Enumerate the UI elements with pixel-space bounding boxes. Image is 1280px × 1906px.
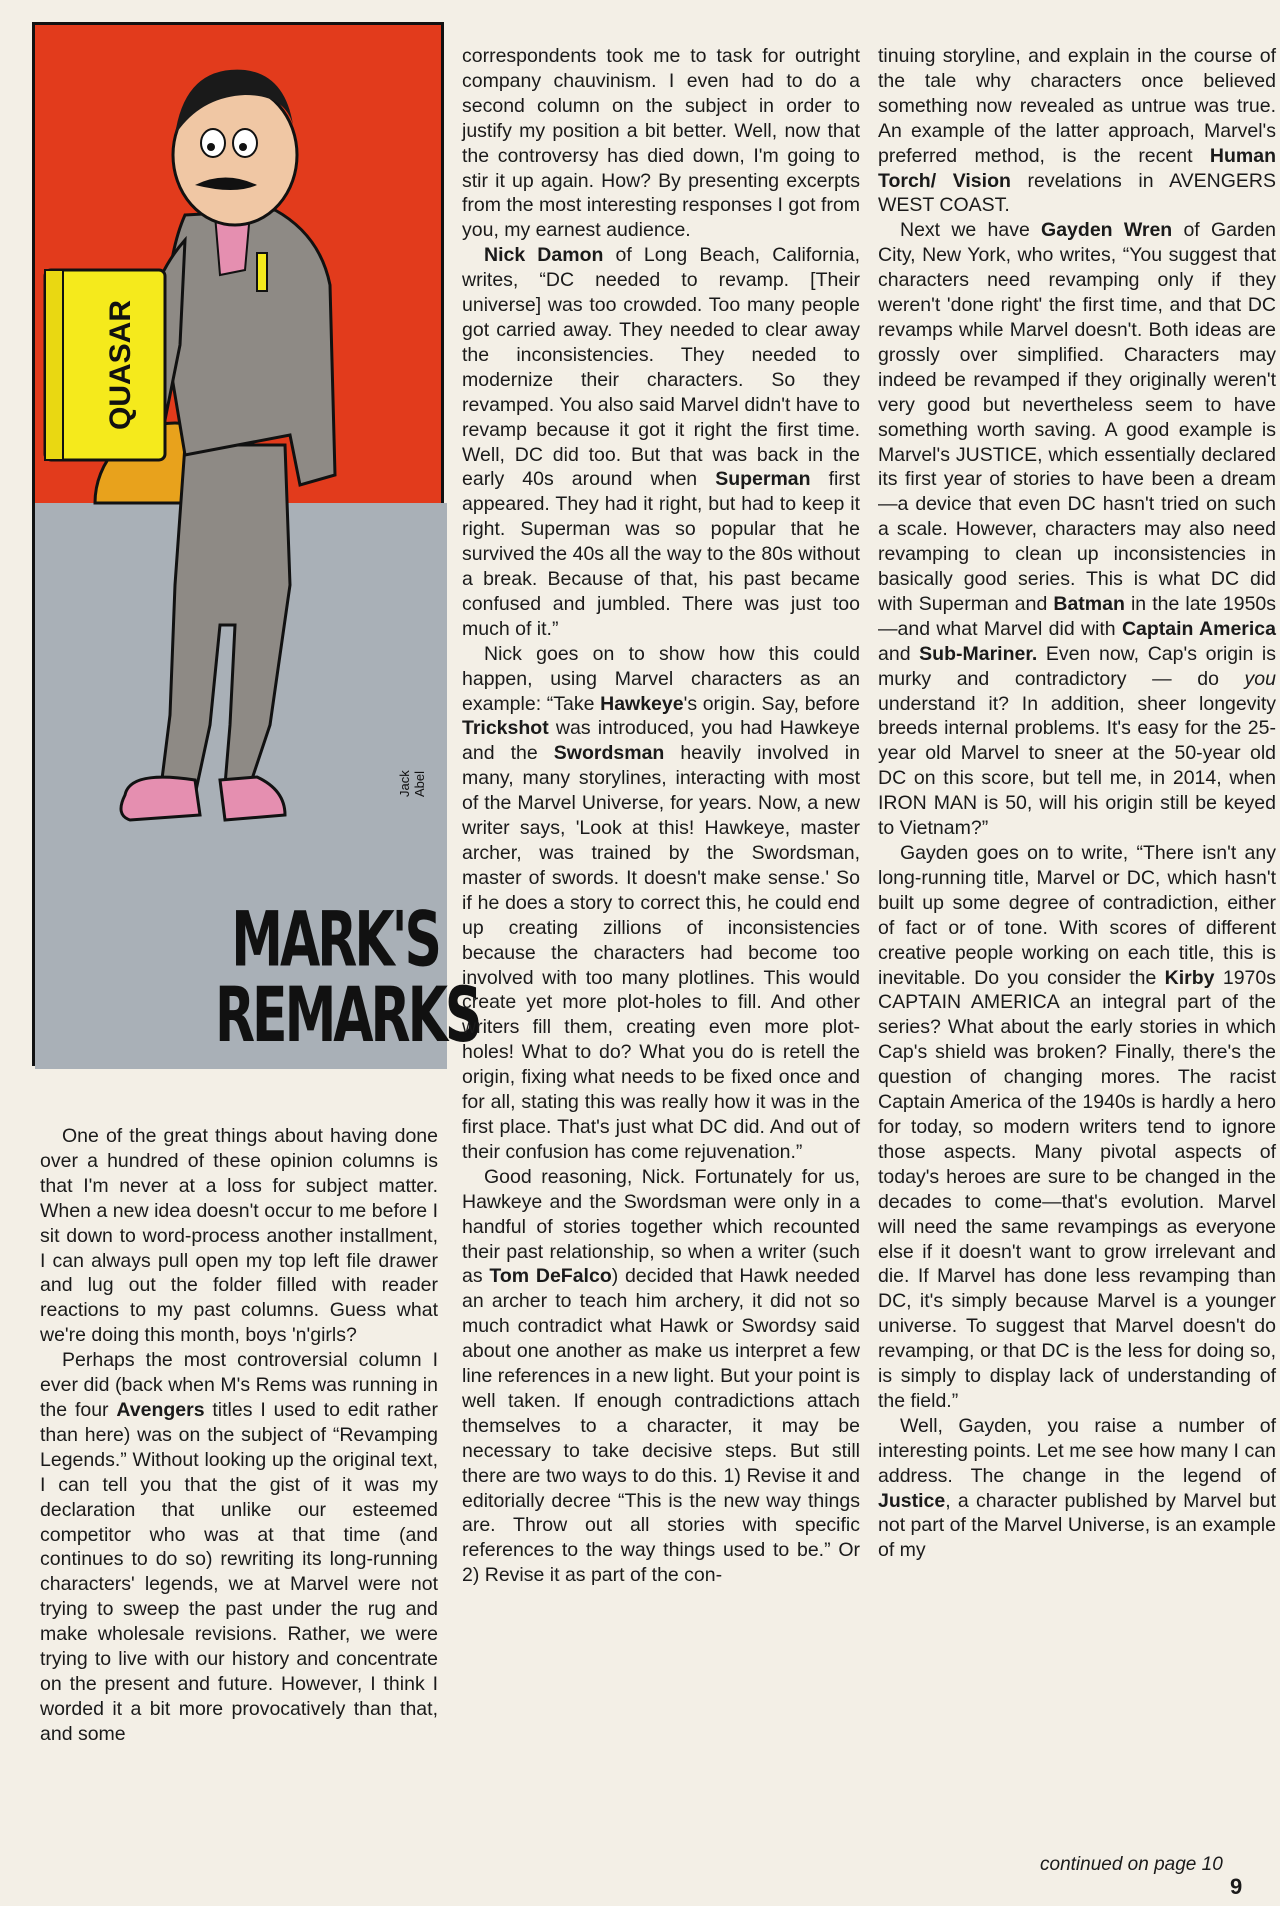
paragraph: Perhaps the most controversial column I ever did (back when M's Rems was running in the four Avengers titles I used to edit rather than here) was on the subject of “Revamping Legends.” Without looking up the original text, I can tell you that the gist of it was my declaration that unlike our esteemed competitor who was at that time (and continues to do so) rewriting its long-running characters' legends, we at Marvel were not trying to sweep the past under the rug and make wholesale revisions. Rather, we were trying to live with our history and concentrate on the present and future. However, I think I worded it a bit more provocatively than that, and some [40,1349,439,1745]
book-label: QUASAR [104,299,137,431]
quasar-book [45,270,165,460]
pencil [257,253,267,291]
book-spine [45,270,63,460]
paragraph: Well, Gayden, you raise a number of interesting points. Let me see how many I can address. The change in the legend of Justice, a character published by Marvel but not part of the Marvel Universe, is an example of my [878,1414,1276,1562]
left-pupil [207,143,215,151]
title-line-2: REMARKS [215,972,480,1060]
continued-note: continued on page 10 [1040,1854,1223,1875]
text-column-3 [878,44,1276,1563]
right-eye [233,129,257,157]
paragraph: correspondents took me to task for outright company chauvinism. I even had to do a second column on the subject in order to justify my position a bit better. Well, now that the controversy has died down, I'm going to stir it up again. How? By presenting excerpts from the most interesting responses I got from you, my earnest audience. [462,45,860,242]
text-column-2 [462,44,860,1588]
paragraph: Good reasoning, Nick. Fortunately for us, Hawkeye and the Swordsman were only in a handful of stories together which recounted their past relationship, so when a writer (such as Tom DeFalco) decided that Hawk needed an archer to teach him archery, it did not so much contradict what Hawk or Swordsy said about one another as make us interpret a few line references in a new light. But your point is well taken. If enough contradictions attach themselves to a character, it may be necessary to take decisive steps. But still there are two ways to do this. 1) Revise it and editorially decree “This is the new way things are. Throw out all stories with specific references to the way things used to be.” Or 2) Revise it as part of the con- [462,1165,860,1587]
text-column-1 [40,1124,438,1747]
column-title [215,897,480,1060]
title-line-1: MARK'S [231,897,439,985]
paragraph: One of the great things about having done over a hundred of these opinion columns is that I'm never at a loss for subject matter. When a new idea doesn't occur to me before I sit down to word-process another installment, I can always pull open my top left file drawer and lug out the folder filled with reader reactions to my past columns. Guess what we're doing this month, boys 'n'girls? [40,1125,438,1347]
illustration-panel [32,22,480,1066]
paragraph: Nick Damon of Long Beach, California, writes, “DC needed to revamp. [Their universe] was too crowded. Too many people got carried away. They needed to clear away the inconsistencies. They needed to modernize their characters. So they revamped. You also said Marvel didn't have to revamp because it got it right the first time. Well, DC did too. But that was back in the early 40s around when Superman first appeared. They had it right, but had to keep it right. Superman was so popular that he survived the 40s all the way to the 80s without a break. Because of that, his past became confused and jumbled. There was just too much of it.” [462,244,861,640]
paragraph: Gayden goes on to write, “There isn't any long-running title, Marvel or DC, which hasn't built up some degree of contradiction, either of fact or of tone. With scores of different creative people working on each title, this is inevitable. Do you consider the Kirby 1970s CAPTAIN AMERICA an integral part of the series? What about the early stories in which Cap's shield was broken? Finally, there's the question of changing mores. The racist Captain America of the 1940s is hardly a hero for today, so modern writers tend to ignore those aspects. Many pivotal aspects of today's heroes are sure to be changed in the decades to come—that's evolution. Marvel will need the same revampings as everyone else if it doesn't want to grow irrelevant and die. If Marvel has done less revamping than DC, it's simply because Marvel is a younger universe. To suggest that Marvel doesn't do revamping, or that DC is the less for doing so, is simply to display lack of understanding of the field.” [878,842,1276,1412]
left-eye [201,129,225,157]
paragraph: Nick goes on to show how this could happen, using Marvel characters as an example: “Take Hawkeye's origin. Say, before Trickshot was introduced, you had Hawkeye and the Swordsman heavily involved in many, many storylines, interacting with most of the Marvel Universe, for years. Now, a new writer says, 'Look at this! Hawkeye, master archer, was trained by the Swordsman, master of swords. It doesn't make sense.' So if he does a story to correct this, he could end up creating zillions of inconsistencies because the characters had become too involved with too many plotlines. This would create yet more plot-holes to fill. And other writers fill them, creating even more plot-holes! What to do? What you do is retell the origin, fixing what needs to be fixed once and for all, stating this was really how it was in the first place. That's just what DC did. And out of their confusion has come rejuvenation.” [462,642,860,1163]
left-shoe [121,777,200,820]
paragraph: Next we have Gayden Wren of Garden City, New York, who writes, “You suggest that characters need revamping only if they weren't 'done right' the first time, and that DC revamps while Marvel doesn't. Both ideas are grossly over simplified. Characters may indeed be revamped if they originally weren't very good but nevertheless seem to have something worth saving. A good example is Marvel's JUSTICE, which essentially declared its first year of stories to have been a dream—a device that even DC hasn't tried on such a scale. However, characters may also need revamping to clean up inconsistencies in basically good series. This is what DC did with Superman and Batman in the late 1950s—and what Marvel did with Captain America and Sub-Mariner. Even now, Cap's origin is murky and contradictory — do you understand it? In addition, sheer longevity breeds internal problems. It's easy for the 25-year old Marvel to sneer at the 50-year old DC on this score, but tell me, in 2014, when IRON MAN is 50, will his origin still be keyed to Vietnam?” [878,219,1277,840]
page-number: 9 [1230,1874,1243,1899]
jacket [165,210,335,485]
right-pupil [239,143,247,151]
paragraph: tinuing storyline, and explain in the course of the tale why characters once believed something now revealed as untrue was true. An example of the latter approach, Marvel's preferred method, is the recent Human Torch/ Vision revelations in AVENGERS WEST COAST. [878,45,1276,217]
artist-credit: Jack Abel [397,770,427,797]
